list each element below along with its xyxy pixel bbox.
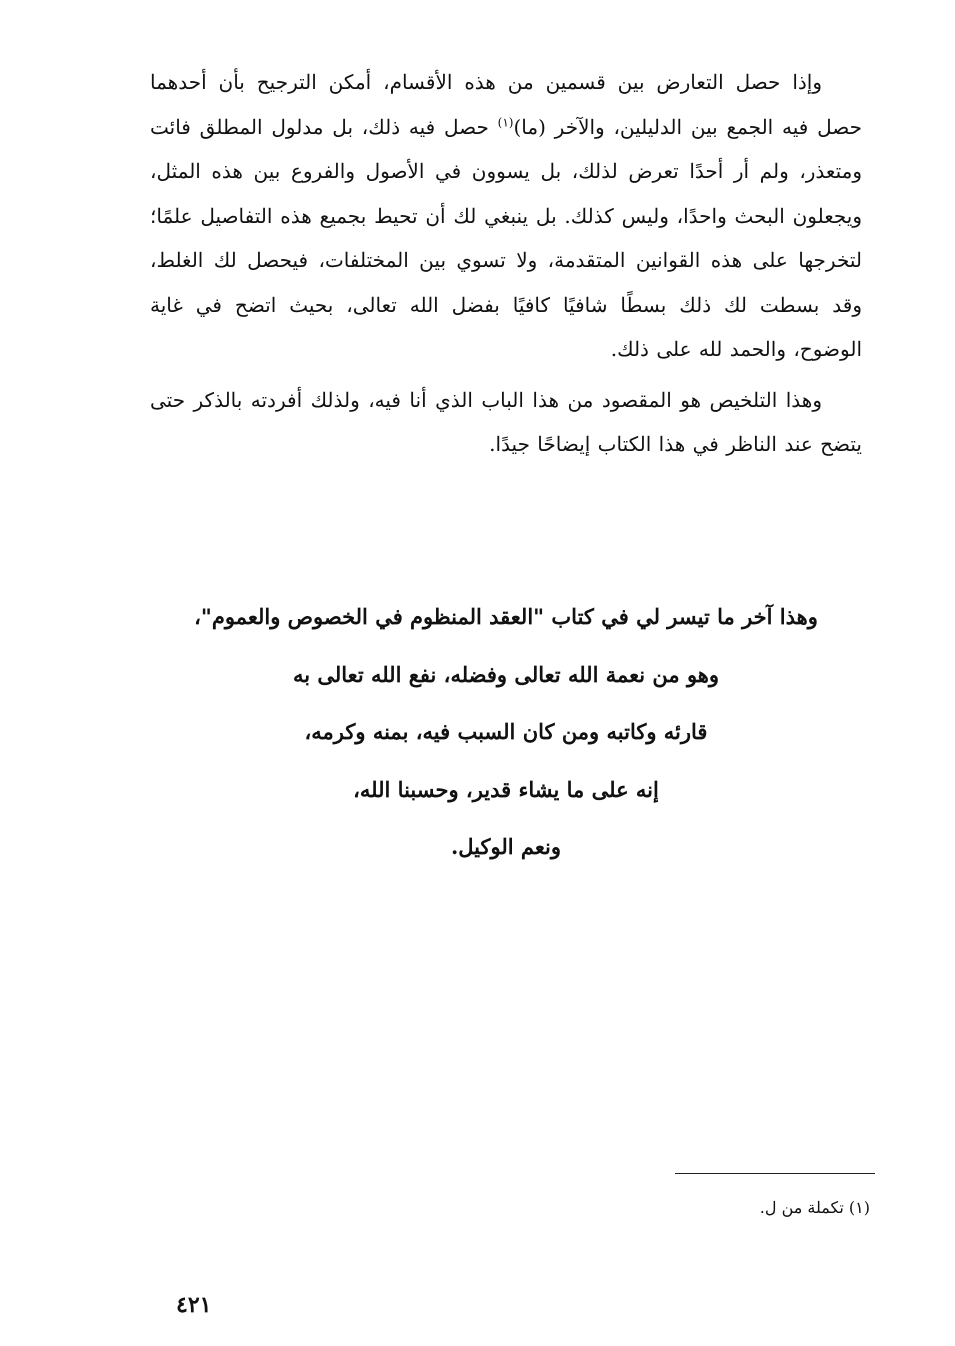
- closing-colophon: [150, 588, 862, 876]
- colophon-line-2: وهو من نعمة الله تعالى وفضله، نفع الله تعالى به: [292, 661, 720, 687]
- paragraph-2: وهذا التلخيص هو المقصود من هذا الباب الذي أنا فيه، ولذلك أفردته بالذكر حتى يتضح عند الناظر في هذا الكتاب إيضاحًا جيدًا.: [150, 387, 862, 456]
- footnote: (١) تكملة من ل.: [759, 1198, 870, 1217]
- footnote-reference: (١): [497, 114, 514, 129]
- main-text: [150, 60, 862, 467]
- page-number: ٤٢١: [176, 1292, 212, 1318]
- paragraph-1: [150, 60, 862, 372]
- paragraph-1-text-after-note: حصل فيه ذلك، بل مدلول المطلق فائت ومتعذر، ولم أر أحدًا تعرض لذلك، بل يسوون في الأصول والفروع بين هذه المثل، ويجعلون البحث واحدًا، وليس كذلك. بل ينبغي لك أن تحيط بجميع هذه التفاصيل علمًا؛ لتخرجها على هذه القوانين المتقدمة، ولا تسوي بين المختلفات، فيحصل لك الغلط، وقد بسطت لك ذلك بسطًا شافيًا كافيًا بفضل الله تعالى، بحيث اتضح في غاية الوضوح، والحمد لله على ذلك.: [150, 114, 862, 361]
- colophon-line-5: ونعم الوكيل.: [450, 834, 562, 859]
- colophon-line-4: إنه على ما يشاء قدير، وحسبنا الله،: [353, 776, 659, 802]
- colophon-line-3: قارئه وكاتبه ومن كان السبب فيه، بمنه وكرمه،: [304, 719, 708, 744]
- footnote-divider: [675, 1173, 875, 1174]
- colophon-line-1: وهذا آخر ما تيسر لي في كتاب "العقد المنظوم في الخصوص والعموم"،: [194, 604, 818, 629]
- paragraph-1-text-before-note: وإذا حصل التعارض بين قسمين من هذه الأقسام، أمكن الترجيح بأن أحدهما حصل فيه الجمع بين الدليلين، والآخر (ما): [150, 70, 862, 139]
